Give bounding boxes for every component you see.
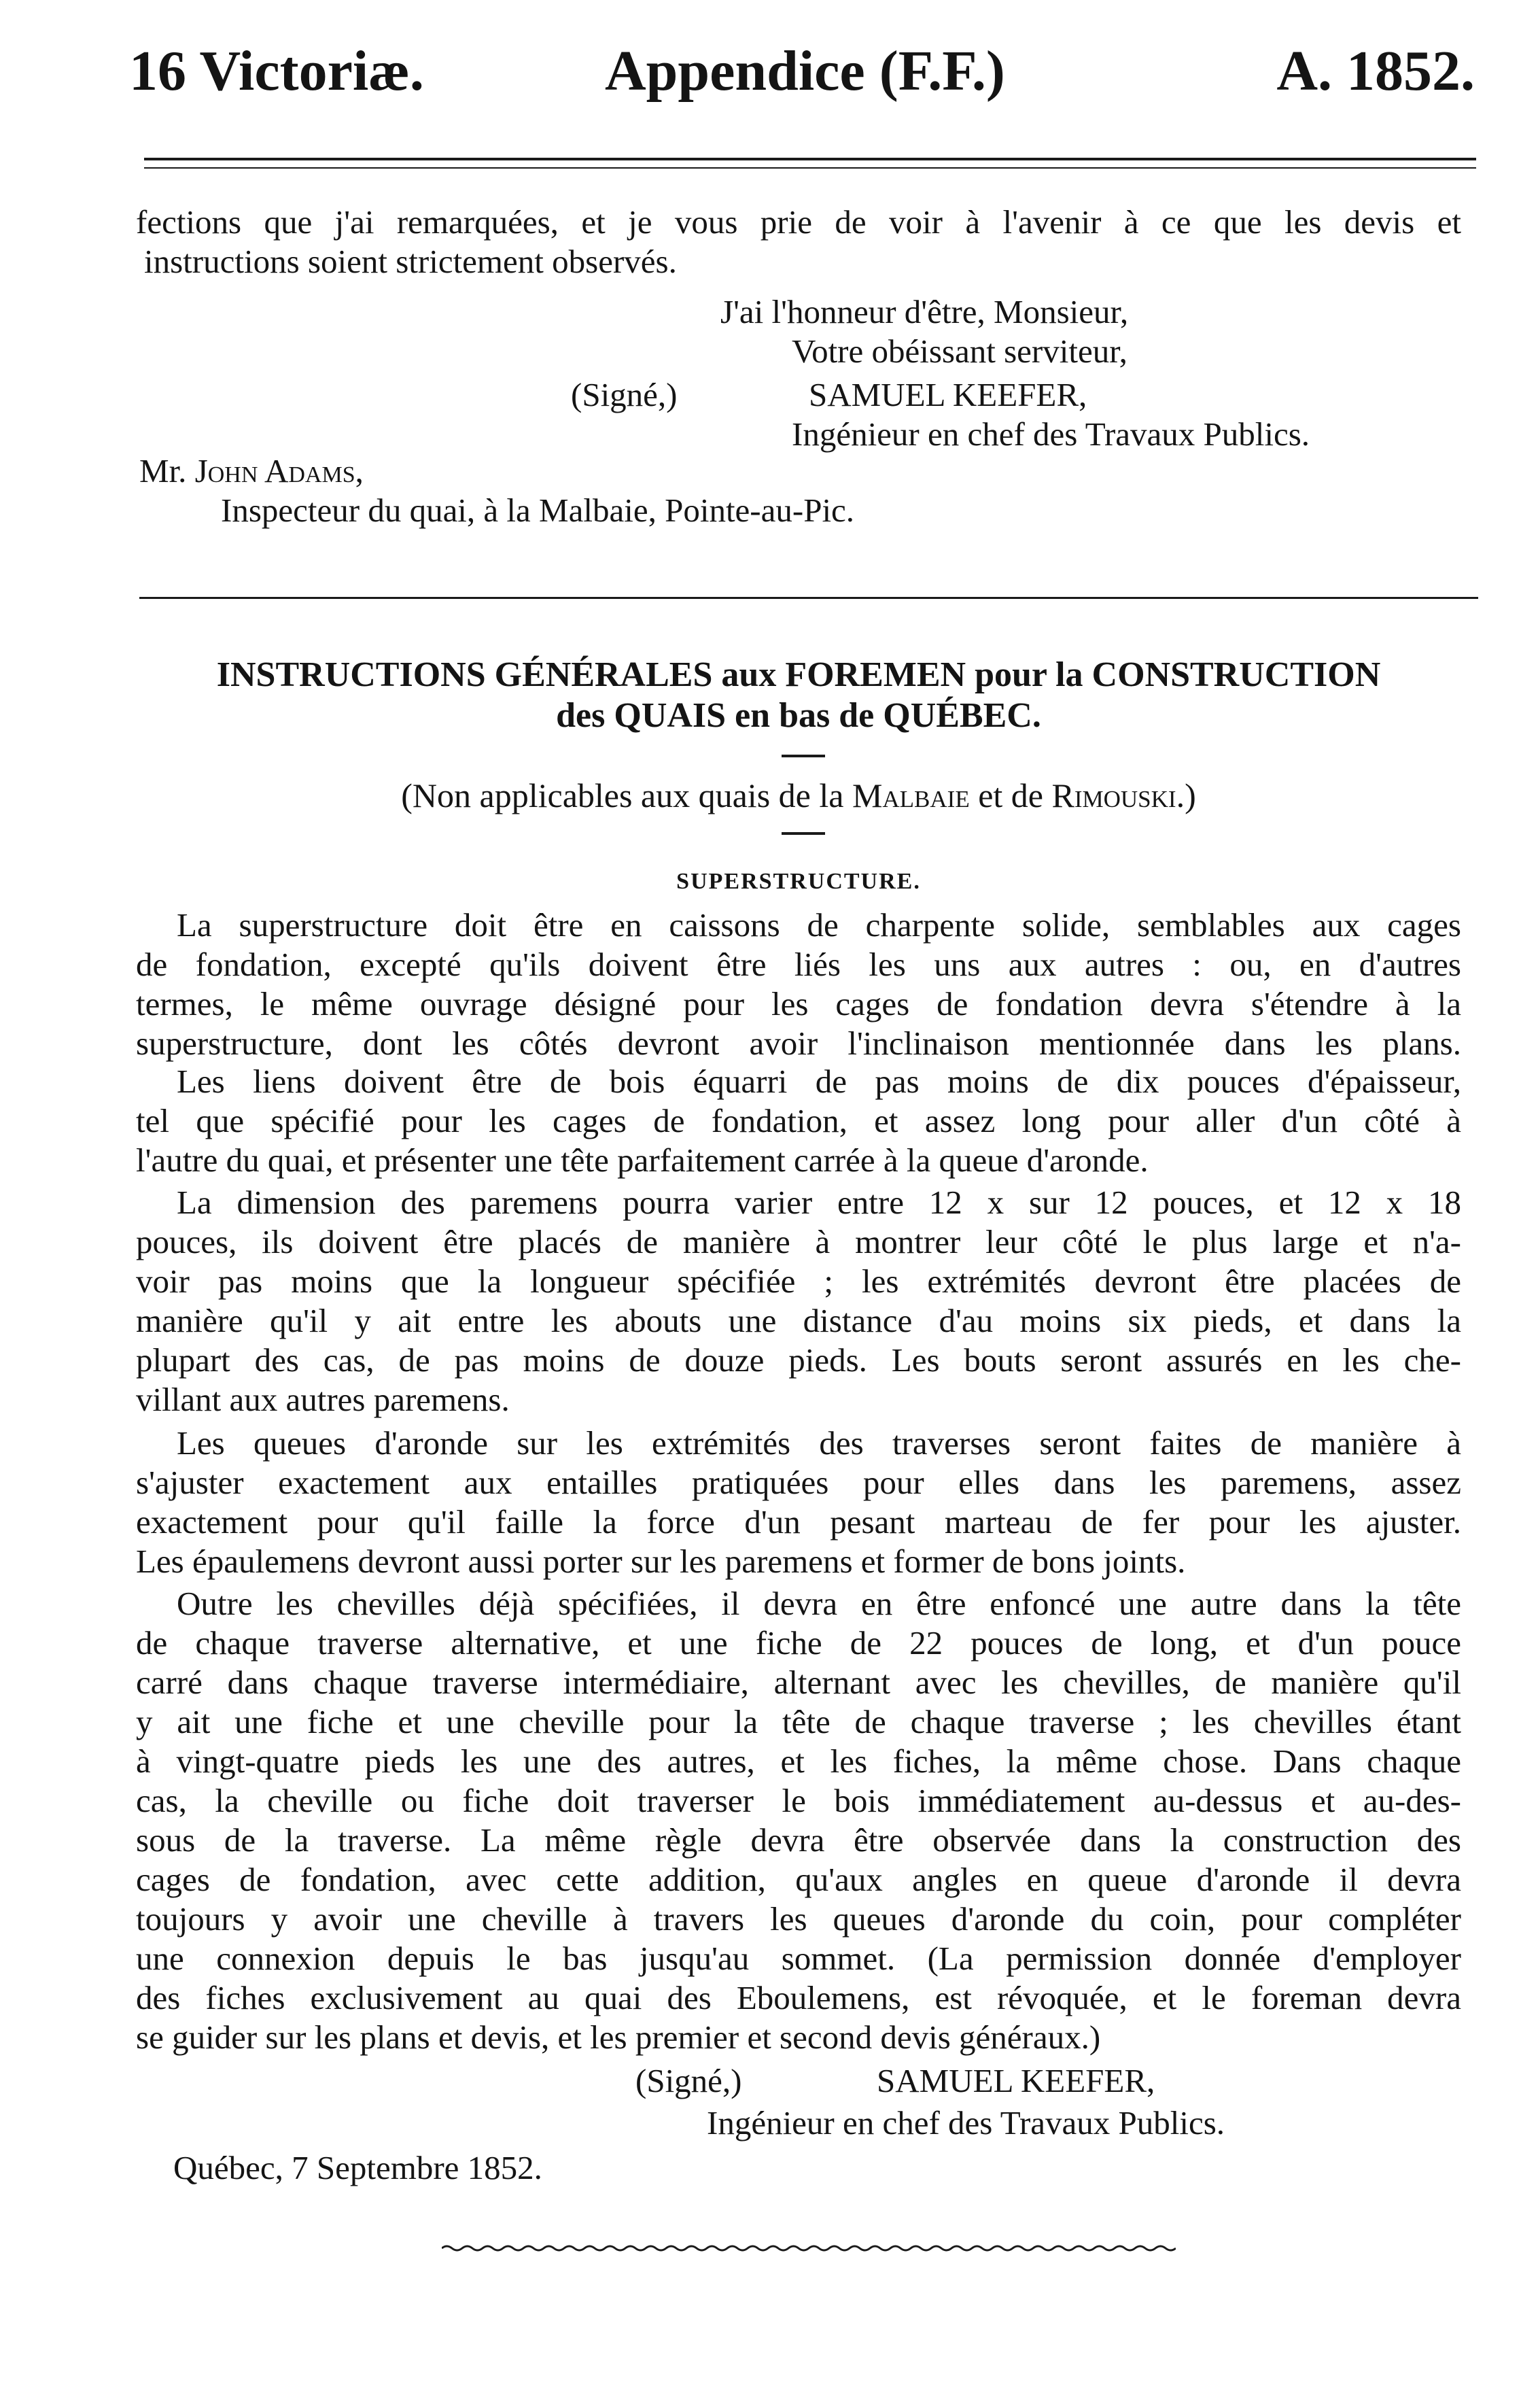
body-line: termes, le même ouvrage désigné pour les cages de fondation devra s'étendre à la bbox=[136, 985, 1461, 1022]
body-line: plupart des cas, de pas moins de douze pieds. Les bouts seront assurés en les che- bbox=[136, 1341, 1461, 1379]
body-line: carré dans chaque traverse intermédiaire, alternant avec les chevilles, de manière qu'il bbox=[136, 1664, 1461, 1701]
addressee-prefix: Mr. bbox=[139, 452, 187, 489]
instructions-signed: (Signé,) bbox=[635, 2062, 742, 2099]
wavy-end-rule bbox=[442, 2243, 1176, 2253]
letter-line: fections que j'ai remarquées, et je vous prie de voir à l'avenir à ce que les devis et bbox=[136, 203, 1461, 241]
body-line: toujours y avoir une cheville à travers les queues d'aronde du coin, pour compléter bbox=[136, 1900, 1461, 1938]
body-line: pouces, ils doivent être placés de manière à montrer leur côté le plus large et n'a- bbox=[136, 1223, 1461, 1260]
body-line: La dimension des paremens pourra varier entre 12 x sur 12 pouces, et 12 x 18 bbox=[177, 1184, 1461, 1221]
header-rule bbox=[144, 158, 1476, 169]
letter-line: instructions soient strictement observés. bbox=[144, 243, 677, 280]
instructions-date: Québec, 7 Septembre 1852. bbox=[173, 2149, 542, 2186]
title-dash bbox=[782, 755, 825, 757]
body-line: exactement pour qu'il faille la force d'un pesant marteau de fer pour les ajuster. bbox=[136, 1503, 1461, 1541]
body-line: y ait une fiche et une cheville pour la tête de chaque traverse ; les chevilles étant bbox=[136, 1703, 1461, 1740]
letter-signer-title: Ingénieur en chef des Travaux Publics. bbox=[792, 415, 1310, 453]
body-line: Les liens doivent être de bois équarri de pas moins de dix pouces d'épaisseur, bbox=[177, 1063, 1461, 1100]
body-line: Les queues d'aronde sur les extrémités des traverses seront faites de manière à bbox=[177, 1424, 1461, 1462]
note-place: Rimouski.) bbox=[1051, 776, 1196, 814]
letter-signer: SAMUEL KEEFER, bbox=[809, 376, 1087, 413]
section-divider bbox=[139, 597, 1478, 599]
body-line: se guider sur les plans et devis, et les premier et second devis généraux.) bbox=[136, 2018, 1101, 2056]
letter-closing: J'ai l'honneur d'être, Monsieur, bbox=[720, 293, 1129, 330]
instructions-title: INSTRUCTIONS GÉNÉRALES aux FOREMEN pour la CONSTRUCTION bbox=[216, 655, 1381, 694]
body-line: La superstructure doit être en caissons de charpente solide, semblables aux cages bbox=[177, 906, 1461, 944]
letter-addressee-title: Inspecteur du quai, à la Malbaie, Pointe-au-Pic. bbox=[221, 492, 855, 529]
page-header bbox=[129, 38, 1475, 120]
letter-signed: (Signé,) bbox=[571, 376, 678, 413]
instructions-signer-title: Ingénieur en chef des Travaux Publics. bbox=[707, 2104, 1225, 2142]
header-session: 16 Victoriæ. bbox=[129, 39, 424, 103]
body-line: des fiches exclusivement au quai des Eboulemens, est révoquée, et le foreman devra bbox=[136, 1979, 1461, 2016]
note-place: Malbaie bbox=[852, 776, 970, 814]
note-text: (Non applicables aux quais de la bbox=[401, 776, 844, 814]
body-line: superstructure, dont les côtés devront avoir l'inclinaison mentionnée dans les plans. bbox=[136, 1025, 1461, 1062]
body-line: l'autre du quai, et présenter une tête parfaitement carrée à la queue d'aronde. bbox=[136, 1141, 1149, 1179]
body-line: Outre les chevilles déjà spécifiées, il devra en être enfoncé une autre dans la tête bbox=[177, 1585, 1461, 1622]
body-line: voir pas moins que la longueur spécifiée ; les extrémités devront être placées de bbox=[136, 1262, 1461, 1300]
body-line: villant aux autres paremens. bbox=[136, 1381, 510, 1418]
addressee-name: John Adams, bbox=[194, 452, 364, 489]
body-line: à vingt-quatre pieds les une des autres, et les fiches, la même chose. Dans chaque bbox=[136, 1742, 1461, 1780]
letter-addressee bbox=[139, 451, 364, 491]
body-line: sous de la traverse. La même règle devra être observée dans la construction des bbox=[136, 1821, 1461, 1859]
header-appendix: Appendice (F.F.) bbox=[605, 39, 1005, 103]
body-line: tel que spécifié pour les cages de fondation, et assez long pour aller d'un côté à bbox=[136, 1102, 1461, 1139]
header-year: A. 1852. bbox=[1276, 39, 1475, 103]
body-line: Les épaulemens devront aussi porter sur les paremens et former de bons joints. bbox=[136, 1543, 1186, 1580]
body-line: de fondation, excepté qu'ils doivent être liés les uns aux autres : ou, en d'autres bbox=[136, 946, 1461, 983]
body-line: s'ajuster exactement aux entailles pratiquées pour elles dans les paremens, assez bbox=[136, 1464, 1461, 1501]
letter-closing: Votre obéissant serviteur, bbox=[792, 332, 1128, 370]
instructions-title-line2: des QUAIS en bas de QUÉBEC. bbox=[556, 696, 1041, 735]
body-line: de chaque traverse alternative, et une fiche de 22 pouces de long, et d'un pouce bbox=[136, 1624, 1461, 1662]
instructions-note bbox=[136, 775, 1461, 816]
body-line: cas, la cheville ou fiche doit traverser le bois immédiatement au-dessus et au-des- bbox=[136, 1782, 1461, 1819]
body-line: manière qu'il y ait entre les abouts une distance d'au moins six pieds, et dans la bbox=[136, 1302, 1461, 1339]
body-line: cages de fondation, avec cette addition, qu'aux angles en queue d'aronde il devra bbox=[136, 1861, 1461, 1898]
note-dash bbox=[782, 832, 825, 835]
body-line: une connexion depuis le bas jusqu'au sommet. (La permission donnée d'employer bbox=[136, 1940, 1461, 1977]
instructions-signer: SAMUEL KEEFER, bbox=[877, 2062, 1155, 2099]
section-heading: SUPERSTRUCTURE. bbox=[676, 869, 921, 894]
note-text: et de bbox=[978, 776, 1043, 814]
